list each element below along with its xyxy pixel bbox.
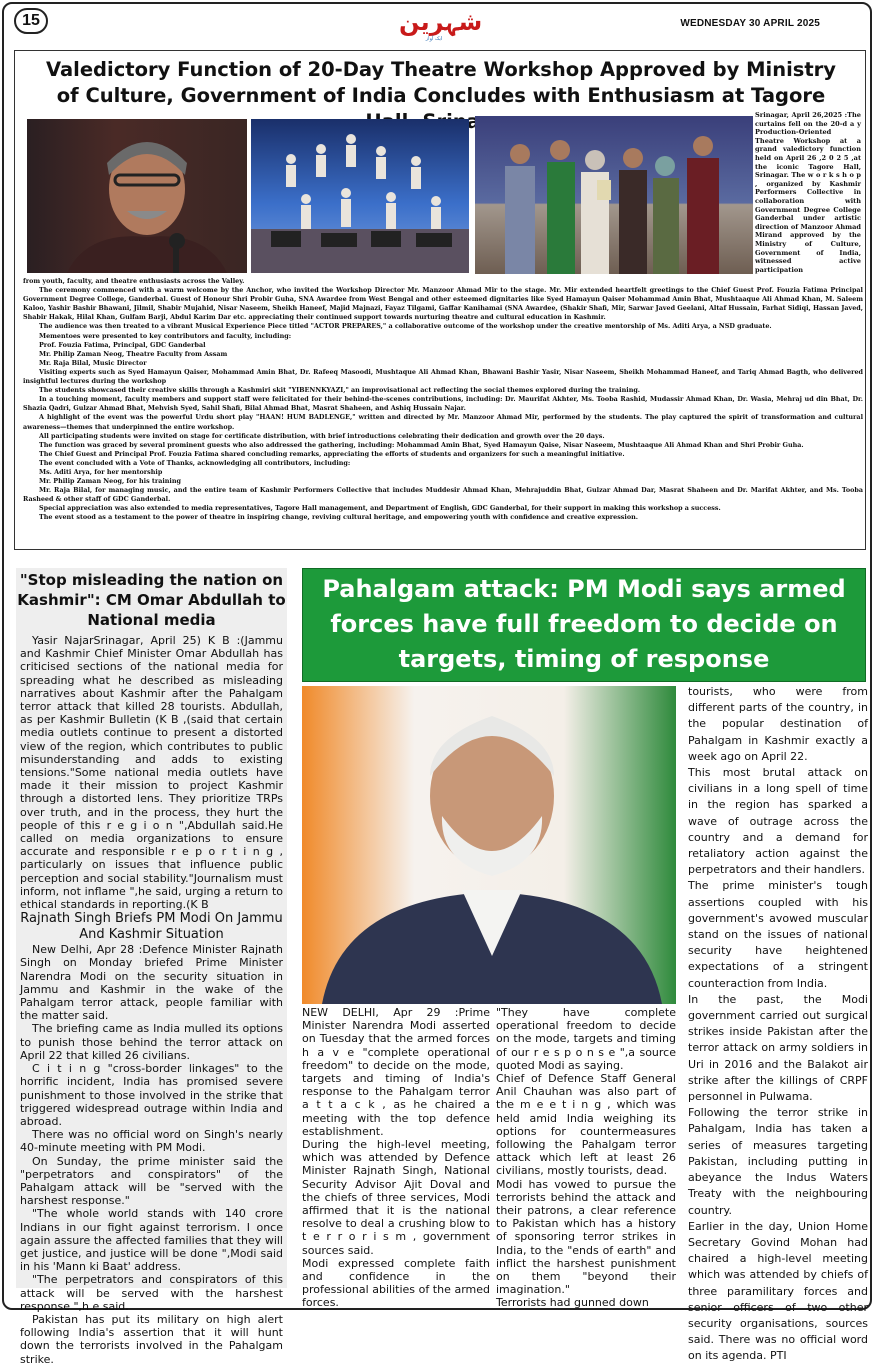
paragraph: The ceremony commenced with a warm welcome by the Anchor, who invited the Workshop Director Mr. Manzoor Ahmad Mir to the stage. Mr. Mir extended heartfelt greetings to the Chief Guest Prof. Fouzia Fatima Principal Government Degree College, Ganderbal. Guest of Honour Shri Probir Guha, SNA Awardee from West Bengal and other esteemed dignitaries like Syed Hamayun Qaiser Mohammad Amin Bhat, Mushtaaque Ali Ahmad Khan, M. Saleem Kaloo, Yashir Bashir Bhawani, Jilmil, Shabir Mujahid, Nisar Naseem, Sheikh Haneef, Majid Majnazi, Fayaz Tilgami, Gaffar Kanihamai (SNA Awardee, (Shakir Shafi, Mir, Sarwar Javed Geelani, Altaf Hussain, Farhat Sidiqi, Hassan Javed, Shabir Hakak, Hilal Khan, Gulfam Barji, Abdul Karim Dar etc. appreciating their continued support towards nurturing theatre and cultural education in Kashmir.: [23, 286, 863, 322]
pahalgam-col-3: [688, 684, 868, 1365]
paragraph: New Delhi, Apr 28 :Defence Minister Rajnath Singh on Monday briefed Prime Minister Narendra Modi on the security situation in Jammu and Kashmir in the wake of the Pahalgam terror attack, people familiar with the matter said.: [20, 943, 283, 1023]
page-header: [4, 4, 870, 44]
paragraph: The function was graced by several prominent guests who also addressed the gathering, including: Mohammad Amin Bhat, Syed Hamayun Qaise, Nisar Naseem, Mushtaaque Ali Ahmad Khan and Shri Probir Guha.: [39, 440, 804, 449]
paragraph: "The whole world stands with 140 crore Indians in our fight against terrorism. I once again assure the affected families that they will get justice, and justice will be done ",Modi said in his 'Mann ki Baat' address.: [20, 1207, 283, 1274]
paragraph: During the high-level meeting, which was attended by Defence Minister Rajnath Singh, National Security Advisor Ajit Doval and the chiefs of three services, Modi affirmed that it is the national resolve to deal a crushing blow to t e r r o r i s m , government sources said.: [302, 1138, 490, 1257]
paragraph: The briefing came as India mulled its options to punish those behind the terror attack on April 22 that killed 26 civilians.: [20, 1022, 283, 1062]
masthead-tagline: ایک آواز: [425, 36, 443, 42]
masthead-logo: [399, 8, 483, 42]
paragraph: Mr. Philip Zaman Neog, Theatre Faculty from Assam: [39, 349, 228, 358]
paragraph: from youth, faculty, and theatre enthusiasts across the Valley.: [23, 277, 245, 285]
paragraph: Prof. Fouzia Fatima, Principal, GDC Ganderbal: [39, 340, 206, 349]
paragraph: Pakistan has put its military on high alert following India's assertion that it will hunt down the terrorists involved in the Pahalgam strike.: [20, 1312, 283, 1366]
paragraph: The prime minister's tough assertions coupled with his government's avowed muscular stand on the issues of national security have heightened expectations of a stringent counteraction from India.: [688, 879, 868, 990]
paragraph: The students showcased their creative skills through a Kashmiri skit "YIBENNKYAZI," an improvisational act reflecting the social themes explored during the training.: [39, 386, 641, 395]
paragraph: On Sunday, the prime minister said the "perpetrators and conspirators" of the Pahalgam attack will be "served with the harshest response.": [20, 1154, 283, 1208]
paragraph: "The perpetrators and conspirators of this attack will be served with the harshest response ",h e said.: [20, 1273, 283, 1313]
paragraph: Mr. Raja Bilal, Music Director: [39, 358, 147, 367]
paragraph: Mr. Raja Bilal, for managing music, and the entire team of Kashmir Performers Collective that includes Muddesir Ahmad Khan, Mehrajuddin Bhat, Gulzar Ahmad Dar, Masrat Shaheen and Dr. Marifat Akhter, and Ms. Tooba Rasheed & other staff of GDC Ganderbal.: [23, 486, 863, 504]
paragraph: There was no official word on Singh's nearly 40-minute meeting with PM Modi.: [20, 1128, 283, 1155]
page-number: 15: [14, 8, 48, 34]
paragraph: The Chief Guest and Principal Prof. Fouzia Fatima shared concluding remarks, appreciating the efforts of students and organizers for such a meaningful initiative.: [39, 449, 625, 458]
paragraph: The audience was then treated to a vibrant Musical Experience Piece titled "ACTOR PREPARES," a collaborative outcome of the workshop under the creative mentorship of Ms. Aditi Arya, a NSD graduate.: [39, 322, 772, 331]
paragraph: "They have complete operational freedom to decide on the mode, targets and timing of our r e s p o n s e ",a source quoted Modi as saying.: [496, 1006, 676, 1072]
paragraph: In a touching moment, faculty members and support staff were felicitated for their behind-the-scenes contributions, including: Dr. Maurifat Akhter, Ms. Tooba Rashid, Mudassir Ahmad Khan, Dr. Wasia, Mehraj ud din Bhat, Dr. Shazia Qadri, Gulzar Ahmad Bhat, Mehvish Syed, Sahil Shafi, Bilal Ahmad Bhat, Masrat Shaheen, and Ashiq Hussain Najar.: [23, 395, 863, 413]
pm-modi-photo: [302, 686, 676, 1004]
paragraph: This most brutal attack on civilians in a long spell of time in the region has sparked a wave of outrage across the country and a demand for retaliatory action against the perpetrators and their handlers.: [688, 766, 868, 877]
theatre-intro: Srinagar, April 26,2025 :The curtains fell on the 20-d a y Production-Oriented Theatre Workshop at a grand valedictory function held on April 26 ,2 0 2 5 ,at the iconic Tagore Hall, Srinagar. The w o r k s h o p , organized by Kashmir Performers Collective in collaboration with Government Degree College Ganderbal under artistic direction of Manzoor Ahmad Mirand approved by the Ministry of Culture, Government of India, witnessed active participation: [755, 111, 861, 274]
speaker-photo: [27, 119, 247, 273]
theatre-article: [14, 50, 866, 550]
pahalgam-col-1: [302, 1006, 490, 1310]
pahalgam-headline: Pahalgam attack: PM Modi says armed forces have full freedom to decide on targets, timing of response: [322, 575, 846, 673]
paragraph: Terrorists had gunned down: [496, 1296, 649, 1310]
paragraph: The event stood as a testament to the power of theatre in inspiring change, reviving cultural heritage, and empowering youth with confidence and creative expression.: [39, 513, 638, 522]
paragraph: Modi expressed complete faith and confidence in the professional abilities of the armed forces.: [302, 1256, 490, 1310]
paragraph: C i t i n g "cross-border linkages" to the horrific incident, India has promised severe punishment to those involved in the strike that triggered widespread outrage within India and abroad.: [20, 1062, 283, 1128]
pahalgam-col-2: [496, 1006, 676, 1310]
issue-date: WEDNESDAY 30 APRIL 2025: [680, 18, 820, 29]
omar-body: [20, 634, 283, 1366]
paragraph: Ms. Aditi Arya, for her mentorship: [39, 467, 163, 476]
paragraph: Modi has vowed to pursue the terrorists behind the attack and their patrons, a clear reference to Pakistan which has a history of sponsoring terror strikes in India, to the "ends of earth" and inflict the harshest punishment on them "beyond their imagination.": [496, 1177, 676, 1297]
paragraph: Chief of Defence Staff General Anil Chauhan was also part of the m e e t i n g , which was held amid India weighing its options for countermeasures following the Pahalgam terror attack which left at least 26 civilians, mostly tourists, dead.: [496, 1072, 676, 1178]
paragraph: All participating students were invited on stage for certificate distribution, with brief introductions celebrating their dedication and growth over the 20 days.: [39, 431, 605, 440]
omar-abdullah-article: [16, 568, 287, 1366]
stage-performance-photo: [251, 119, 469, 273]
theatre-headline: Valedictory Function of 20-Day Theatre Workshop Approved by Ministry of Culture, Government of India Concludes with Enthusiasm at Tagore Srinagar: [45, 58, 837, 133]
paragraph: The event concluded with a Vote of Thanks, acknowledging all contributors, including:: [39, 458, 351, 467]
memento-presentation-photo: [475, 116, 753, 274]
paragraph: NEW DELHI, Apr 29 :Prime Minister Narendra Modi asserted on Tuesday that the armed forces h a v e "complete operational freedom" to decide on the mode, targets and timing of India's response to the Pahalgam terror a t t a c k , as he chaired a meeting with the top defence establishment.: [302, 1006, 490, 1138]
paragraph: Following the terror strike in Pahalgam, India has taken a series of measures targeting Pakistan, including putting in abeyance the Indus Waters Treaty with the neighbouring country.: [688, 1106, 868, 1217]
pahalgam-headline-box: [302, 568, 866, 682]
masthead-title: شہرین: [399, 8, 483, 36]
paragraph: Earlier in the day, Union Home Secretary Govind Mohan had chaired a high-level meeting which was attended by chiefs of three paramilitary forces and senior officers of two other security organisations, sources said. There was no official word on its agenda. PTI: [688, 1219, 868, 1363]
paragraph: Visiting experts such as Syed Hamayun Qaiser, Mohammad Amin Bhat, Dr. Rafeeq Masoodi, Mushtaque Ali Ahmad Khan, Bhawani Bashir Yasir, Nisar Naseem, Sheikh Mohammad Haneef, and Tariq Ahmad Bagth, who delivered insightful lectures during the workshop: [23, 367, 863, 386]
rajnath-subhead: Rajnath Singh Briefs PM Modi On Jammu And Kashmir Situation: [20, 911, 283, 943]
paragraph: In the past, the Modi government carried out surgical strikes inside Pakistan after the terror attack on army soldiers in Uri in 2016 and the Balakot air strike after the killings of CRPF personnel in Pulwama.: [688, 992, 868, 1104]
omar-headline: "Stop misleading the nation on Kashmir": CM Omar Abdullah to National media: [17, 571, 286, 629]
newspaper-page: [2, 2, 872, 1366]
paragraph: tourists, who were from different parts of the country, in the popular destination of Pahalgam in Kashmir exactly a week ago on April 22.: [688, 685, 868, 763]
paragraph: Mr. Philip Zaman Neog, for his training: [39, 477, 181, 486]
paragraph: Special appreciation was also extended to media representatives, Tagore Hall management, and Department of English, GDC Ganderbal, for their support in making this workshop a success.: [39, 504, 721, 513]
paragraph: Mementoes were presented to key contributors and faculty, including:: [39, 331, 292, 340]
paragraph: A highlight of the event was the powerful Urdu short play "HAAN! HUM BADLENGE," written and directed by Mr. Manzoor Ahmad Mir, performed by the students. The play captured the spirit of transformation and cultural awareness—themes that underpinned the entire workshop.: [23, 413, 863, 431]
theatre-body: [23, 277, 863, 523]
paragraph: Yasir NajarSrinagar, April 25) K B :(Jammu and Kashmir Chief Minister Omar Abdullah has criticised sections of the national media for spreading what he described as misleading narratives about Kashmir after the Pahalgam terror attack that killed 28 tourists. Abdullah, as per Kashmir Bulletin (K B ,(said that certain media outlets continue to present a distorted view of the region, which contributes to public misunderstanding and adds to existing tensions."Some national media outlets have made it their mission to project Kashmir through a distorted lens. They prioritize TRPs over truth, and in the process, they hurt the people of this r e g i o n ",Abdullah said.He called on media organizations to ensure accurate and responsible r e p o r t i n g , particularly on issues that influence public perception and social stability."Journalism must inform, not inflame ",he said, urging a return to ethical standards in reporting.(K B: [20, 634, 283, 912]
